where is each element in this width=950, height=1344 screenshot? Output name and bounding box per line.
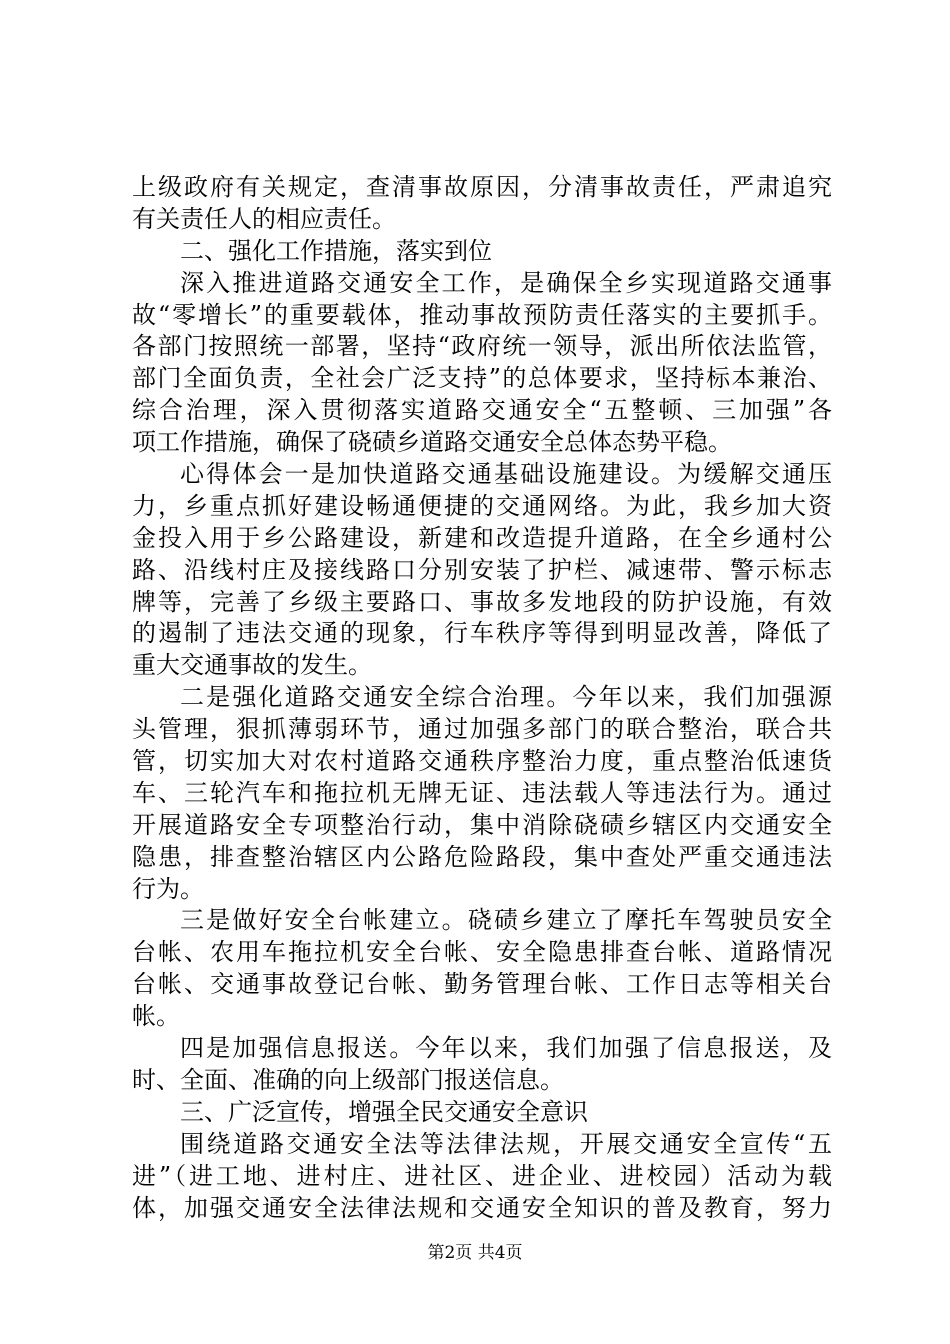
text-line: 台帐、农用车拖拉机安全台帐、安全隐患排查台帐、道路情况 bbox=[132, 938, 832, 967]
text-line: 管，切实加大对农村道路交通秩序整治力度，重点整治低速货 bbox=[132, 747, 832, 776]
text-line: 三、广泛宣传，增强全民交通安全意识 bbox=[180, 1097, 588, 1126]
text-line: 三是做好安全台帐建立。硗碛乡建立了摩托车驾驶员安全 bbox=[180, 906, 832, 935]
text-line: 隐患，排查整治辖区内公路危险路段，集中查处严重交通违法 bbox=[132, 842, 832, 871]
text-line: 帐。 bbox=[132, 1002, 180, 1031]
text-line: 牌等，完善了乡级主要路口、事故多发地段的防护设施，有效 bbox=[132, 587, 832, 616]
text-line: 围绕道路交通安全法等法律法规，开展交通安全宣传“五 bbox=[180, 1129, 832, 1158]
document-body bbox=[132, 172, 832, 1224]
text-line: 部门全面负责，全社会广泛支持”的总体要求，坚持标本兼治、 bbox=[132, 364, 832, 393]
text-line: 体，加强交通安全法律法规和交通安全知识的普及教育，努力 bbox=[132, 1193, 832, 1222]
text-line: 车、三轮汽车和拖拉机无牌无证、违法载人等违法行为。通过 bbox=[132, 778, 832, 807]
text-line: 行为。 bbox=[132, 874, 204, 903]
text-line: 四是加强信息报送。今年以来，我们加强了信息报送，及 bbox=[180, 1034, 832, 1063]
page-number-footer: 第2页 共4页 bbox=[427, 1243, 523, 1263]
text-line: 各部门按照统一部署，坚持“政府统一领导，派出所依法监管， bbox=[132, 332, 832, 361]
text-line: 二、强化工作措施，落实到位 bbox=[180, 236, 492, 265]
text-line: 故“零增长”的重要载体，推动事故预防责任落实的主要抓手。 bbox=[132, 300, 832, 329]
text-line: 开展道路安全专项整治行动，集中消除硗碛乡辖区内交通安全 bbox=[132, 810, 832, 839]
text-line: 重大交通事故的发生。 bbox=[132, 651, 372, 680]
text-line: 深入推进道路交通安全工作，是确保全乡实现道路交通事 bbox=[180, 268, 832, 297]
text-line: 心得体会一是加快道路交通基础设施建设。为缓解交通压 bbox=[180, 460, 832, 489]
text-line: 台帐、交通事故登记台帐、勤务管理台帐、工作日志等相关台 bbox=[132, 970, 832, 999]
text-line: 力，乡重点抓好建设畅通便捷的交通网络。为此，我乡加大资 bbox=[132, 491, 832, 520]
text-line: 上级政府有关规定，查清事故原因，分清事故责任，严肃追究 bbox=[132, 173, 832, 201]
text-line: 进”（进工地、进村庄、进社区、进企业、进校园）活动为载 bbox=[132, 1161, 832, 1190]
text-line: 时、全面、准确的向上级部门报送信息。 bbox=[132, 1065, 564, 1094]
text-line: 项工作措施，确保了硗碛乡道路交通安全总体态势平稳。 bbox=[132, 428, 732, 457]
text-line: 金投入用于乡公路建设，新建和改造提升道路，在全乡通村公 bbox=[132, 523, 832, 552]
text-line: 有关责任人的相应责任。 bbox=[132, 204, 396, 233]
text-line: 二是强化道路交通安全综合治理。今年以来，我们加强源 bbox=[180, 683, 832, 712]
text-line: 路、沿线村庄及接线路口分别安装了护栏、减速带、警示标志 bbox=[132, 555, 832, 584]
text-line: 综合治理，深入贯彻落实道路交通安全“五整顿、三加强”各 bbox=[132, 396, 832, 425]
text-line: 的遏制了违法交通的现象，行车秩序等得到明显改善，降低了 bbox=[132, 619, 832, 648]
text-line: 头管理，狠抓薄弱环节，通过加强多部门的联合整治，联合共 bbox=[132, 715, 832, 744]
